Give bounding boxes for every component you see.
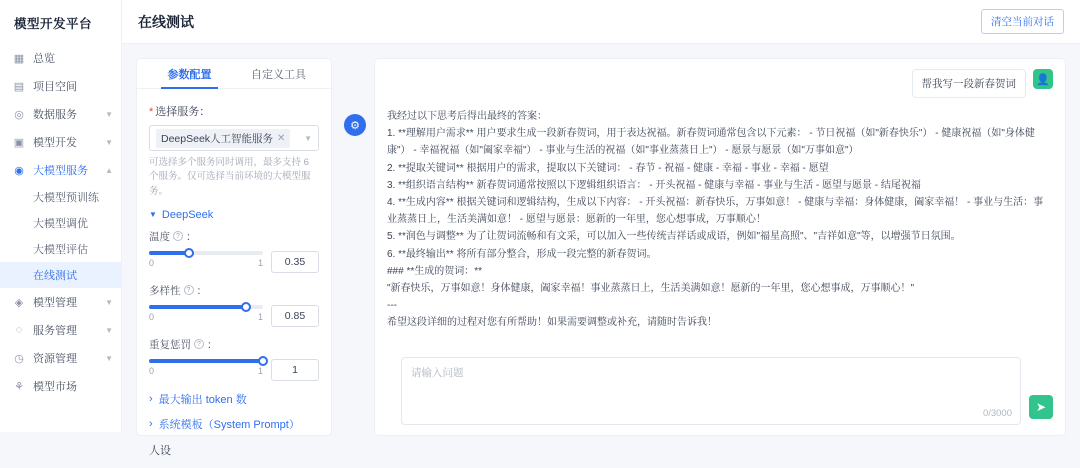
slider-range-labels bbox=[149, 258, 263, 268]
send-button[interactable]: ➤ bbox=[1029, 395, 1053, 419]
main-area bbox=[122, 0, 1080, 457]
chevron-right-icon: › bbox=[149, 417, 153, 430]
slider-controls bbox=[149, 251, 319, 273]
sidebar bbox=[0, 0, 122, 432]
answer-line: ### **生成的贺词：** bbox=[387, 265, 483, 277]
sidebar-item-label: 模型市场 bbox=[33, 381, 77, 393]
colon: ： bbox=[207, 338, 218, 351]
cloud-icon: ◌ bbox=[15, 324, 23, 336]
close-icon[interactable]: ✕ bbox=[277, 132, 286, 144]
slider-value-input[interactable]: 1 bbox=[271, 359, 319, 381]
chevron-down-icon: ▼ bbox=[105, 297, 113, 307]
clock-icon: ◷ bbox=[14, 352, 24, 365]
slider-track[interactable] bbox=[149, 251, 263, 255]
slider-controls bbox=[149, 359, 319, 381]
answer-line: 1. **理解用户需求** 用户要求生成一段新春贺词，用于表达祝福。新春贺词通常包含以下元素： - 节日祝福（如"新春快乐"） - 健康祝福（如"身体健康"） - 幸福祝福（如"阖家幸福"） - 事业与生活的祝福（如"事业蒸蒸日上"） - 愿景与愿景（如"万事如意"） bbox=[387, 128, 1035, 157]
collapse-label: 系统模板（System Prompt） bbox=[158, 418, 300, 431]
sidebar-subitem-finetune[interactable] bbox=[0, 210, 121, 236]
sidebar-subitem-label: 大模型调优 bbox=[33, 218, 88, 230]
sidebar-subitem-label: 大模型评估 bbox=[33, 244, 88, 256]
content-body bbox=[122, 44, 1080, 457]
slider-label bbox=[149, 283, 319, 298]
sidebar-item-resource-manage[interactable] bbox=[0, 344, 121, 372]
top-bar bbox=[122, 0, 1080, 44]
answer-line: 4. **生成内容** 根据关键词和逻辑结构，生成以下内容： - 开头祝福：新春快乐，万事如意！ - 健康与幸福：身体健康，阖家幸福！ - 事业与生活：事业蒸蒸日上，生活美满如意！ - 愿望与愿景：愿新的一年里，您心想事成，万事顺心！ bbox=[387, 196, 1044, 226]
sidebar-subitem-label: 在线测试 bbox=[33, 270, 77, 282]
chevron-up-icon: ▲ bbox=[105, 165, 113, 175]
slider-max: 1 bbox=[257, 257, 263, 268]
answer-line: 我经过以下思考后得出最终的答案： bbox=[387, 111, 547, 122]
sidebar-item-model-market[interactable] bbox=[0, 372, 121, 400]
chevron-down-icon: ▼ bbox=[105, 353, 113, 363]
slider-min: 0 bbox=[149, 257, 155, 268]
collapse-system-prompt[interactable] bbox=[149, 416, 319, 432]
slider-track-box bbox=[149, 251, 263, 268]
slider-track[interactable] bbox=[149, 305, 263, 309]
answer-line: 3. **组织语言结构** 新春贺词通常按照以下逻辑组织语言： - 开头祝福 - 健康与幸福 - 事业与生活 - 愿望与愿景 - 结尾祝福 bbox=[387, 179, 921, 191]
sidebar-item-label: 数据服务 bbox=[33, 109, 77, 121]
service-label-text: 选择服务： bbox=[155, 106, 211, 118]
sidebar-item-label: 项目空间 bbox=[33, 81, 77, 93]
folder-icon: ▤ bbox=[13, 80, 25, 93]
chevron-down-icon: ▼ bbox=[149, 210, 157, 220]
answer-line: 2. **提取关键词** 根据用户的需求，提取以下关键词： - 春节 - 祝福 - 健康 - 幸福 - 事业 - 幸福 - 愿望 bbox=[387, 162, 829, 174]
chevron-down-icon: ▼ bbox=[105, 137, 113, 147]
persona-label: 人设 bbox=[149, 444, 171, 457]
section-title: DeepSeek bbox=[161, 208, 214, 221]
shop-icon: ⚘ bbox=[14, 380, 24, 393]
grid-icon: ▦ bbox=[13, 52, 25, 65]
slider-knob[interactable] bbox=[258, 356, 268, 366]
help-icon[interactable]: ? bbox=[173, 231, 183, 241]
chevron-right-icon: › bbox=[149, 392, 153, 405]
tab-parameters[interactable]: 参数配置 bbox=[145, 59, 234, 89]
slider-min: 0 bbox=[149, 365, 155, 376]
panel-body bbox=[137, 89, 331, 468]
chart-icon: ▣ bbox=[13, 136, 25, 149]
collapse-label: 最大输出 token 数 bbox=[158, 393, 247, 406]
slider-min: 0 bbox=[149, 311, 155, 322]
slider-knob[interactable] bbox=[184, 248, 194, 258]
sidebar-item-llm-service[interactable] bbox=[0, 156, 121, 184]
slider-label bbox=[149, 229, 319, 244]
sidebar-item-label: 模型开发 bbox=[33, 137, 77, 149]
slider-max: 1 bbox=[257, 365, 263, 376]
slider-max: 1 bbox=[257, 311, 263, 322]
sidebar-item-model-dev[interactable] bbox=[0, 128, 121, 156]
slider-track-box bbox=[149, 305, 263, 322]
service-chip bbox=[156, 129, 290, 148]
target-icon: ◉ bbox=[14, 164, 24, 177]
chat-column bbox=[344, 58, 1066, 432]
sidebar-item-label: 资源管理 bbox=[33, 353, 77, 365]
parameter-panel bbox=[136, 58, 332, 457]
chevron-down-icon: ▼ bbox=[105, 109, 113, 119]
slider-value-input[interactable]: 0.85 bbox=[271, 305, 319, 327]
sidebar-subitem-evaluate[interactable] bbox=[0, 236, 121, 262]
clear-conversation-button[interactable]: 清空当前对话 bbox=[981, 9, 1064, 34]
sidebar-item-label: 总览 bbox=[33, 53, 55, 65]
section-deepseek[interactable] bbox=[149, 209, 319, 221]
slider-track-box bbox=[149, 359, 263, 376]
slider-track[interactable] bbox=[149, 359, 263, 363]
sidebar-item-project-space[interactable] bbox=[0, 72, 121, 100]
slider-name: 重复惩罚 bbox=[149, 338, 191, 351]
database-icon: ◎ bbox=[14, 108, 24, 121]
settings-gear-icon[interactable]: ⚙ bbox=[344, 114, 366, 136]
slider-name: 温度 bbox=[149, 230, 170, 243]
slider-range-labels bbox=[149, 312, 263, 322]
slider-name: 多样性 bbox=[149, 284, 181, 297]
sidebar-subitem-online-test[interactable] bbox=[0, 262, 121, 288]
cube-icon: ◈ bbox=[14, 296, 24, 309]
avatar: 👤 bbox=[1033, 69, 1053, 89]
sidebar-subitem-pretrain[interactable] bbox=[0, 184, 121, 210]
answer-line: "新春快乐，万事如意！身体健康，阖家幸福！事业蒸蒸日上，生活美满如意！愿新的一年里，您心想事成，万事顺心！" bbox=[387, 282, 915, 294]
question-input-placeholder: 请输入问题 bbox=[411, 367, 464, 379]
sidebar-item-overview[interactable] bbox=[0, 44, 121, 72]
tab-custom-tools[interactable]: 自定义工具 bbox=[251, 69, 306, 81]
slider-fill bbox=[149, 251, 189, 255]
assistant-answer bbox=[387, 108, 1053, 349]
service-field-label bbox=[149, 103, 319, 119]
slider-fill bbox=[149, 305, 246, 309]
chevron-down-icon: ▼ bbox=[105, 325, 113, 335]
slider-controls bbox=[149, 305, 319, 327]
question-input[interactable] bbox=[401, 357, 1021, 425]
panel-tabs bbox=[137, 59, 331, 89]
answer-line: 6. **最终输出** 将所有部分整合，形成一段完整的新春贺词。 bbox=[387, 248, 657, 260]
required-asterisk: * bbox=[149, 106, 154, 118]
slider-label bbox=[149, 337, 319, 352]
slider-range-labels bbox=[149, 366, 263, 376]
slider-knob[interactable] bbox=[241, 302, 251, 312]
help-icon[interactable]: ? bbox=[194, 339, 204, 349]
service-select[interactable] bbox=[149, 125, 319, 151]
chat-panel bbox=[374, 58, 1066, 436]
colon: ： bbox=[186, 230, 197, 243]
sidebar-item-label: 大模型服务 bbox=[33, 165, 88, 177]
slider-temperature bbox=[149, 229, 319, 273]
answer-line: 希望这段详细的过程对您有所帮助！如果需要调整或补充，请随时告诉我！ bbox=[387, 317, 717, 329]
answer-line: 5. **润色与调整** 为了让贺词流畅和有文采，可以加入一些传统吉祥话或成语，例如"福星高照"、"吉祥如意"等，以增强节日氛围。 bbox=[387, 231, 961, 243]
help-icon[interactable]: ? bbox=[184, 285, 194, 295]
sidebar-item-model-manage[interactable] bbox=[0, 288, 121, 316]
user-message-row bbox=[387, 69, 1053, 98]
sidebar-item-label: 模型管理 bbox=[33, 297, 77, 309]
service-hint: 可选择多个服务同时调用，最多支持 6 个服务。仅可选择当前环境的大模型服务。 bbox=[149, 157, 311, 197]
page-title: 在线测试 bbox=[138, 13, 194, 30]
char-counter: 0/3000 bbox=[982, 408, 1012, 419]
sidebar-item-data-service[interactable] bbox=[0, 100, 121, 128]
slider-value-input[interactable]: 0.35 bbox=[271, 251, 319, 273]
sidebar-subitem-label: 大模型预训练 bbox=[33, 192, 99, 204]
chevron-down-icon: ▼ bbox=[304, 133, 312, 143]
answer-line: --- bbox=[387, 300, 397, 312]
user-message-bubble: 帮我写一段新春贺词 bbox=[912, 69, 1027, 98]
colon: ： bbox=[196, 284, 207, 297]
slider-repetition-penalty bbox=[149, 337, 319, 381]
slider-fill bbox=[149, 359, 263, 363]
brand-title: 模型开发平台 bbox=[14, 17, 93, 31]
slider-diversity bbox=[149, 283, 319, 327]
sidebar-item-label: 服务管理 bbox=[33, 325, 77, 337]
service-chip-label: DeepSeek人工智能服务 bbox=[161, 132, 274, 145]
composer bbox=[401, 357, 1053, 425]
sidebar-item-service-manage[interactable] bbox=[0, 316, 121, 344]
collapse-max-tokens[interactable] bbox=[149, 391, 319, 407]
